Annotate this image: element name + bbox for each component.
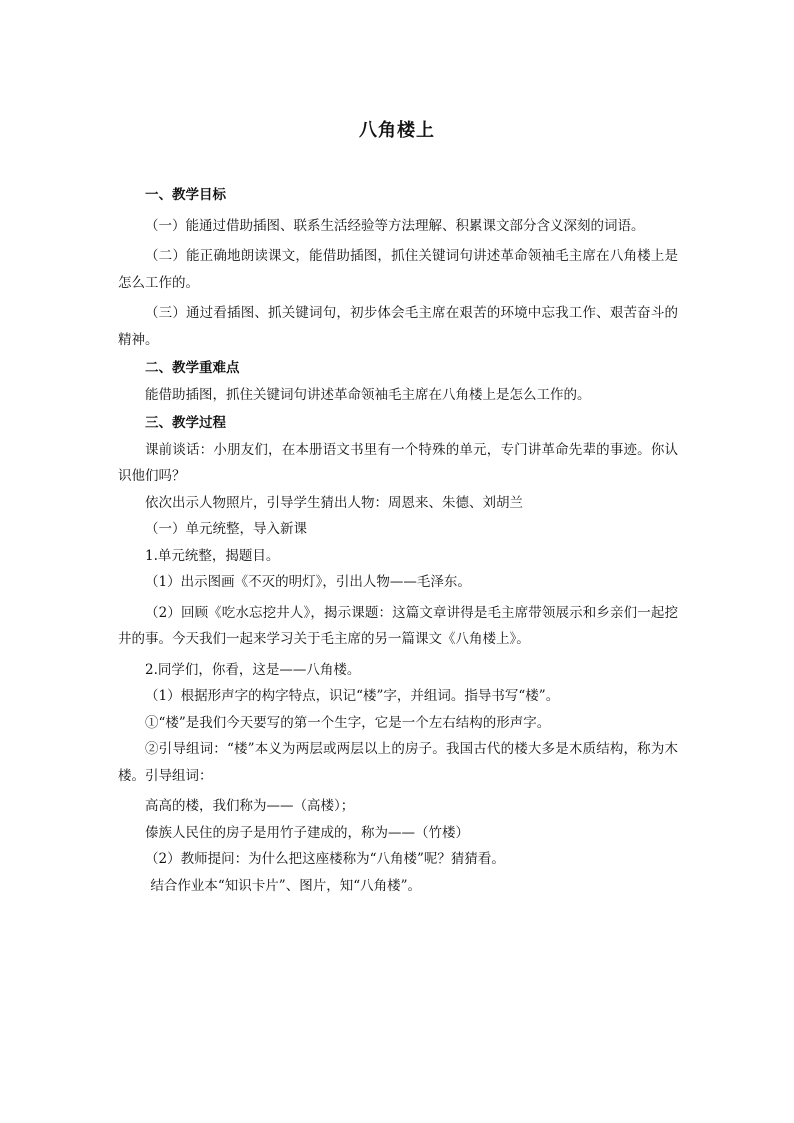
paragraph-unit-intro: （一）单元统整，导入新课: [145, 521, 307, 537]
section-heading-objectives: 一、教学目标: [145, 187, 226, 203]
document-title: 八角楼上: [359, 120, 435, 141]
paragraph-step-1-2: （2）回顾《吃水忘挖井人》，揭示课题：这篇文章讲得是毛主席带领展示和乡亲们一起挖井的事。今天我们一起来学习关于毛主席的另一篇课文《八角楼上》。: [118, 604, 678, 647]
paragraph-step-2-1-a: ①“楼”是我们今天要写的第一个生字，它是一个左右结构的形声字。: [145, 714, 551, 731]
paragraph-step-2: 2.同学们，你看，这是——八角楼。: [145, 661, 361, 678]
paragraph-step-2-2: （2）教师提问：为什么把这座楼称为“八角楼”呢？猜猜看。: [145, 851, 505, 867]
paragraph-step-2-1-b: ②引导组词：“楼”本义为两层或两层以上的房子。我国古代的楼大多是木质结构，称为木楼。引导组词：: [118, 741, 678, 784]
section-heading-key-points: 二、教学重难点: [145, 360, 240, 376]
paragraph-tall-building: 高高的楼，我们称为——（高楼）；: [145, 798, 355, 814]
paragraph-step-1-1: （1）出示图画《不灭的明灯》，引出人物——毛泽东。: [145, 574, 471, 590]
paragraph-objective-1: （一）能通过借助插图、联系生活经验等方法理解、积累课文部分含义深刻的词语。: [145, 217, 645, 234]
document-body: [118, 180, 678, 899]
paragraph-knowledge-card: 结合作业本“知识卡片”、图片，知“八角楼”。: [150, 877, 421, 894]
paragraph-key-points: 能借助插图，抓住关键词句讲述革命领袖毛主席在八角楼上是怎么工作的。: [145, 386, 591, 403]
paragraph-objective-3: （三）通过看插图、抓关键词句，初步体会毛主席在艰苦的环境中忘我工作、艰苦奋斗的精神。: [118, 305, 678, 348]
paragraph-pre-class-talk: 课前谈话：小朋友们，在本册语文书里有一个特殊的单元，专门讲革命先辈的事迹。你认识他们吗？: [118, 441, 678, 484]
paragraph-bamboo-building: 傣族人民住的房子是用竹子建成的，称为——（竹楼）: [145, 824, 469, 841]
paragraph-show-photos: 依次出示人物照片，引导学生猜出人物：周恩来、朱德、刘胡兰: [145, 494, 523, 511]
paragraph-step-1: 1.单元统整，揭题目。: [145, 547, 280, 564]
section-heading-process: 三、教学过程: [145, 415, 226, 431]
paragraph-step-2-1: （1）根据形声字的构字特点，识记“楼”字，并组词。指导书写“楼”。: [145, 688, 560, 704]
paragraph-objective-2: （二）能正确地朗读课文，能借助插图，抓住关键词句讲述革命领袖毛主席在八角楼上是怎么工作的。: [118, 248, 678, 291]
